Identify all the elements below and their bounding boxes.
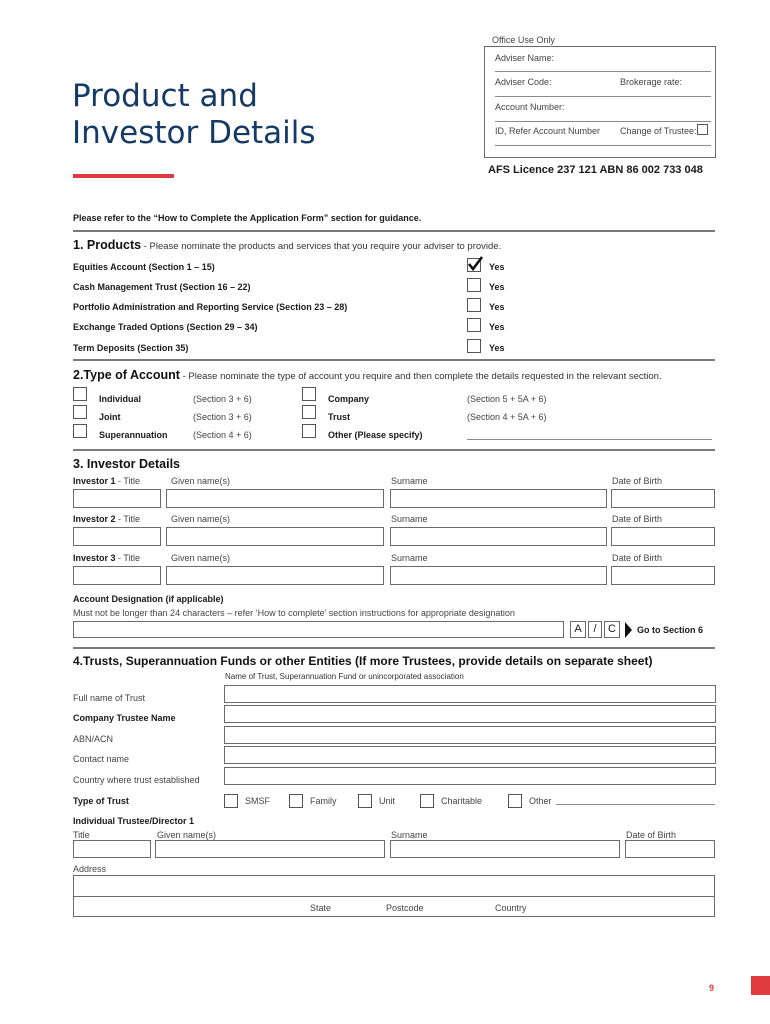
joint-checkbox[interactable] [73, 405, 87, 419]
individual-label: Individual [99, 394, 142, 404]
section1-heading [73, 238, 501, 252]
country-established-label: Country where trust established [73, 775, 200, 785]
investor-label [73, 476, 140, 486]
charitable-checkbox[interactable] [420, 794, 434, 808]
section-divider [73, 359, 715, 361]
section-divider [73, 449, 715, 451]
full-name-trust-input[interactable] [224, 685, 716, 703]
section-divider [73, 230, 715, 232]
trustee-title-input[interactable] [73, 840, 151, 858]
smsf-checkbox[interactable] [224, 794, 238, 808]
investor-field-label: Date of Birth [612, 553, 663, 563]
abn-acn-label: ABN/ACN [73, 734, 114, 744]
individual-trustee-heading: Individual Trustee/Director 1 [73, 816, 195, 826]
product-label: Cash Management Trust (Section 16 – 22) [73, 282, 251, 292]
investor-dob-input[interactable] [611, 566, 715, 585]
guidance-note: Please refer to the “How to Complete the Application Form” section for guidance. [73, 213, 422, 223]
trustee-dob-input[interactable] [625, 840, 715, 858]
account-number-label: Account Number: [495, 102, 565, 112]
section1-title: 1. Products [73, 238, 142, 252]
postcode-label: Postcode [386, 903, 424, 913]
investor-field-label: Date of Birth [612, 476, 663, 486]
investor-given-input[interactable] [166, 566, 384, 585]
investor-field-label: Given name(s) [171, 553, 231, 563]
other-account-specify-line[interactable] [467, 439, 712, 440]
product-label: Portfolio Administration and Reporting Service (Section 23 – 28) [73, 302, 348, 312]
superannuation-label: Superannuation [99, 430, 168, 440]
adviser-code-label: Adviser Code: [495, 77, 552, 87]
section2-subtitle: - Please nominate the type of account you require and then complete the details requested in the relevant section. [179, 371, 662, 382]
brokerage-rate-label: Brokerage rate: [620, 77, 683, 87]
refer-account-label: ID, Refer Account Number [495, 126, 601, 136]
other-trust-label: Other [529, 796, 552, 806]
investor-dob-input[interactable] [611, 527, 715, 546]
trustee-dob-label: Date of Birth [626, 830, 677, 840]
superannuation-sections: (Section 4 + 6) [193, 430, 252, 440]
joint-sections: (Section 3 + 6) [193, 412, 252, 422]
product-checkbox[interactable] [467, 318, 481, 332]
charitable-label: Charitable [441, 796, 483, 806]
investor-label [73, 553, 140, 563]
investor-field-label: Date of Birth [612, 514, 663, 524]
page-number: 9 [709, 983, 715, 993]
section2-heading [73, 368, 662, 382]
divider [495, 71, 711, 72]
change-trustee-label: Change of Trustee: [620, 126, 697, 136]
afs-licence: AFS Licence 237 121 ABN 86 002 733 048 [488, 164, 703, 176]
change-trustee-checkbox[interactable] [697, 124, 708, 135]
trustee-title-label: Title [73, 830, 90, 840]
investor-title-label: - Title [115, 553, 141, 563]
product-label: Equities Account (Section 1 – 15) [73, 262, 215, 272]
investor-label [73, 514, 140, 524]
section-divider [73, 647, 715, 649]
family-checkbox[interactable] [289, 794, 303, 808]
investor-given-input[interactable] [166, 489, 384, 508]
goto-section6: Go to Section 6 [637, 625, 704, 635]
investor-field-label: Given name(s) [171, 514, 231, 524]
company-sections: (Section 5 + 5A + 6) [467, 394, 547, 404]
superannuation-checkbox[interactable] [73, 424, 87, 438]
company-label: Company [328, 394, 370, 404]
trustee-given-input[interactable] [155, 840, 385, 858]
joint-label: Joint [99, 412, 121, 422]
investor-field-label: Given name(s) [171, 476, 231, 486]
country-label: Country [495, 903, 527, 913]
section2-title: 2.Type of Account [73, 368, 180, 382]
investor-surname-input[interactable] [390, 527, 607, 546]
trust-checkbox[interactable] [302, 405, 316, 419]
trust-label: Trust [328, 412, 351, 422]
contact-name-label: Contact name [73, 754, 130, 764]
other-trust-specify-line[interactable] [556, 804, 715, 805]
checkmark-icon [467, 256, 483, 272]
trustee-given-label: Given name(s) [157, 830, 217, 840]
trustee-surname-input[interactable] [390, 840, 620, 858]
state-label: State [310, 903, 332, 913]
designation-slash-box[interactable]: / [588, 621, 602, 638]
designation-note: Must not be longer than 24 characters – refer ‘How to complete’ section instructions for appropriate designation [73, 608, 515, 618]
office-use-heading: Office Use Only [492, 35, 555, 45]
contact-name-input[interactable] [224, 746, 716, 764]
accent-bar [73, 174, 174, 178]
product-label: Exchange Traded Options (Section 29 – 34) [73, 322, 258, 332]
unit-checkbox[interactable] [358, 794, 372, 808]
investor-title-label: - Title [115, 514, 141, 524]
product-checkbox[interactable] [467, 298, 481, 312]
investor-number: Investor 3 [73, 553, 116, 563]
page-title-line1: Product and [72, 78, 258, 114]
divider [495, 145, 711, 146]
investor-title-input[interactable] [73, 527, 161, 546]
investor-field-label: Surname [391, 476, 428, 486]
investor-title-input[interactable] [73, 566, 161, 585]
product-checkbox[interactable] [467, 278, 481, 292]
trust-sections: (Section 4 + 5A + 6) [467, 412, 547, 422]
investor-surname-input[interactable] [390, 566, 607, 585]
individual-sections: (Section 3 + 6) [193, 394, 252, 404]
other-trust-checkbox[interactable] [508, 794, 522, 808]
investor-field-label: Surname [391, 514, 428, 524]
investor-number: Investor 2 [73, 514, 116, 524]
page-corner-tab [751, 976, 770, 995]
section1-subtitle: - Please nominate the products and services that you require your adviser to provide. [141, 241, 502, 252]
country-established-input[interactable] [224, 767, 716, 785]
investor-given-input[interactable] [166, 527, 384, 546]
unit-label: Unit [379, 796, 396, 806]
product-checkbox[interactable] [467, 258, 481, 272]
company-checkbox[interactable] [302, 387, 316, 401]
trustee-surname-label: Surname [391, 830, 428, 840]
product-yes-label: Yes [489, 322, 505, 332]
product-checkbox[interactable] [467, 339, 481, 353]
divider [495, 121, 711, 122]
divider [495, 96, 711, 97]
page-title-line2: Investor Details [72, 115, 316, 151]
product-yes-label: Yes [489, 282, 505, 292]
product-yes-label: Yes [489, 302, 505, 312]
family-label: Family [310, 796, 337, 806]
type-of-trust-label: Type of Trust [73, 796, 129, 806]
section4-heading: 4.Trusts, Superannuation Funds or other Entities (If more Trustees, provide details on separate sheet) [73, 654, 653, 668]
smsf-label: SMSF [245, 796, 271, 806]
investor-title-label: - Title [115, 476, 141, 486]
investor-number: Investor 1 [73, 476, 116, 486]
designation-heading: Account Designation (if applicable) [73, 594, 224, 604]
company-trustee-input[interactable] [224, 705, 716, 723]
full-name-trust-label: Full name of Trust [73, 693, 146, 703]
investor-dob-input[interactable] [611, 489, 715, 508]
other-account-label: Other (Please specify) [328, 430, 423, 440]
product-label: Term Deposits (Section 35) [73, 343, 189, 353]
trust-name-caption: Name of Trust, Superannuation Fund or unincorporated association [225, 672, 464, 681]
investor-title-input[interactable] [73, 489, 161, 508]
arrow-right-icon [625, 622, 632, 638]
designation-input[interactable] [73, 621, 564, 638]
product-yes-label: Yes [489, 343, 505, 353]
designation-a-box[interactable]: A [570, 621, 586, 638]
section3-heading: 3. Investor Details [73, 457, 180, 471]
office-use-box [484, 46, 716, 158]
product-yes-label: Yes [489, 262, 505, 272]
address-label: Address [73, 864, 107, 874]
abn-acn-input[interactable] [224, 726, 716, 744]
investor-surname-input[interactable] [390, 489, 607, 508]
individual-checkbox[interactable] [73, 387, 87, 401]
adviser-name-label: Adviser Name: [495, 53, 555, 63]
designation-c-box[interactable]: C [604, 621, 620, 638]
investor-field-label: Surname [391, 553, 428, 563]
company-trustee-label: Company Trustee Name [73, 713, 176, 723]
other-account-checkbox[interactable] [302, 424, 316, 438]
address-line-divider [74, 896, 714, 897]
